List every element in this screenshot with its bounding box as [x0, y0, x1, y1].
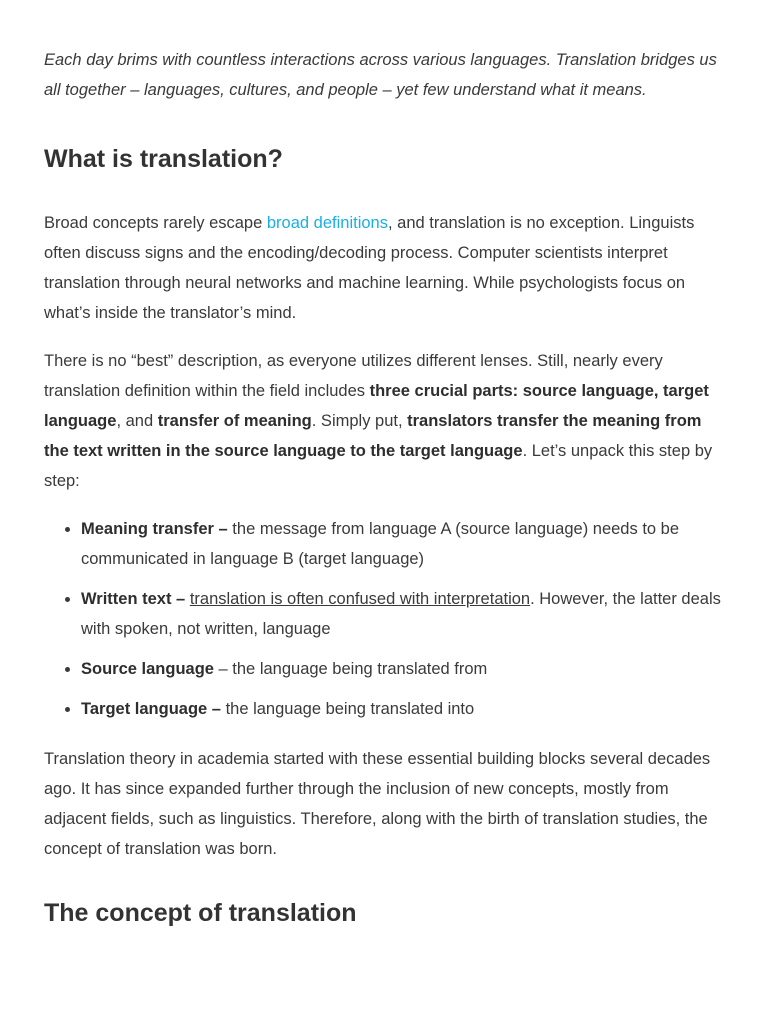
list-item-meaning-transfer [81, 514, 728, 574]
broad-definitions-link[interactable]: broad definitions [266, 214, 388, 232]
bold-three-parts: three crucial parts: source language, target language [44, 382, 709, 430]
paragraph-text: There is no “best” description, as everyone utilizes different lenses. Still, nearly every translation definition within the field includes [44, 352, 663, 400]
list-item-written-text [81, 584, 728, 644]
paragraph-broad-concepts [44, 208, 728, 328]
paragraph-translation-theory: Translation theory in academia started with these essential building blocks several decades ago. It has since expanded further through the inclusion of new concepts, mostly from adjacent fields, such as linguistics. Therefore, along with the birth of translation studies, the concept of translation was born. [44, 750, 711, 858]
list-item-term: Written text – [81, 590, 186, 608]
list-item-term: Source language [81, 660, 214, 678]
list-item-target-language [81, 694, 728, 724]
bullet-list [44, 514, 728, 724]
intro-paragraph: Each day brims with countless interactions across various languages. Translation bridges us all together – languages, cultures, and people – yet few understand what it means. [44, 51, 717, 99]
paragraph-text: Broad concepts rarely escape [44, 214, 267, 232]
paragraph-no-best-description [44, 346, 728, 496]
list-item-text: . However, the latter deals with spoken, not written, language [81, 590, 721, 638]
list-item-text: the language being translated into [220, 700, 475, 718]
bold-translators-transfer: translators transfer the meaning from the text written in the source language to the target language [44, 412, 702, 460]
list-item-text: the message from language A (source language) needs to be communicated in language B (target language) [81, 520, 680, 568]
paragraph-text: , and [116, 412, 158, 430]
paragraph-text: . Let’s unpack this step by step: [44, 442, 713, 490]
paragraph-text: , and translation is no exception. Linguists often discuss signs and the encoding/decoding process. Computer scientists interpret translation through neural networks and machine learning. While psychologists focus on what’s inside the translator’s mind. [44, 214, 695, 322]
heading-what-is-translation: What is translation? [44, 145, 283, 173]
list-item-text: – the language being translated from [213, 660, 488, 678]
bold-transfer-of-meaning: transfer of meaning [157, 412, 312, 430]
list-item-term: Meaning transfer – [81, 520, 228, 538]
list-item-source-language [81, 654, 728, 684]
heading-concept-of-translation: The concept of translation [44, 899, 357, 927]
interpretation-link[interactable]: translation is often confused with interpretation [189, 590, 531, 608]
list-item-term: Target language – [81, 700, 221, 718]
paragraph-text: . Simply put, [311, 412, 408, 430]
